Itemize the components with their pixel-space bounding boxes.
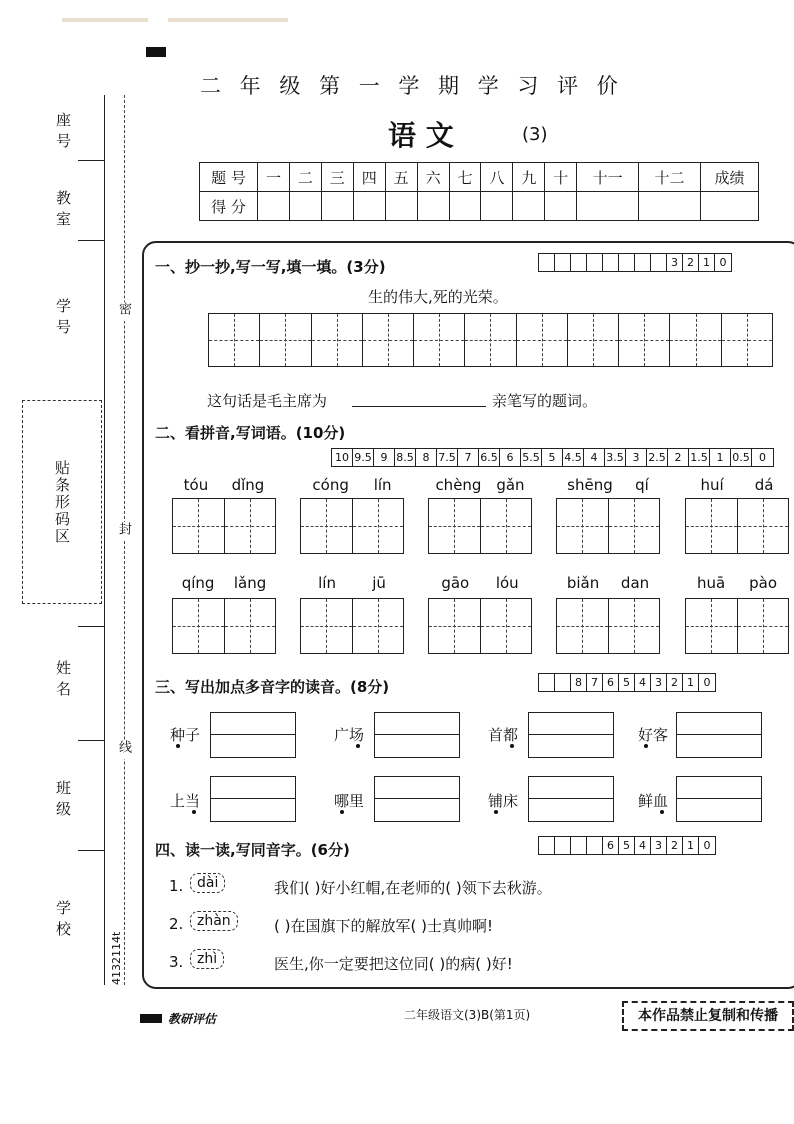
seal-xian: 线 (116, 740, 131, 759)
pinyin-label (300, 574, 404, 592)
copyright-notice: 本作品禁止复制和传播 (622, 1001, 794, 1031)
pinyin-syllable: dǐng (231, 476, 265, 494)
copy-cell[interactable] (465, 314, 516, 366)
score-strip-cell[interactable]: 10 (332, 449, 353, 466)
score-strip-cell[interactable]: 6 (500, 449, 521, 466)
score-strip-cell[interactable]: 3 (651, 674, 667, 691)
section4-title: 四、读一读,写同音字。(6分) (155, 841, 350, 859)
pinyin-syllable: pào (749, 574, 778, 592)
char-cell[interactable] (480, 599, 532, 653)
pinyin-label (428, 476, 532, 494)
emphasis-dot (644, 744, 648, 748)
top-mark-left (62, 18, 148, 22)
char-cell[interactable] (352, 499, 404, 553)
score-strip-cell[interactable]: 8 (571, 674, 587, 691)
word-writing-box[interactable] (556, 598, 660, 654)
label-divider (78, 850, 104, 851)
char-cell[interactable] (352, 599, 404, 653)
pinyin-label (685, 574, 789, 592)
word-writing-box[interactable] (685, 598, 789, 654)
pinyin-syllable: lín (318, 574, 336, 592)
char-cell[interactable] (737, 599, 789, 653)
char-cell[interactable] (224, 599, 276, 653)
emphasis-dot (192, 810, 196, 814)
char-cell[interactable] (301, 599, 352, 653)
score-table (199, 162, 759, 221)
char-cell[interactable] (480, 499, 532, 553)
score-strip-cell[interactable]: 5 (619, 837, 635, 854)
label-divider (78, 160, 104, 161)
answer-line[interactable] (211, 799, 295, 821)
section1-copy-grid[interactable] (208, 313, 773, 367)
score-strip-cell[interactable]: 2 (668, 449, 689, 466)
pinyin-syllable: tóu (183, 476, 209, 494)
section1-title: 一、抄一抄,写一写,填一填。(3分) (155, 258, 386, 276)
score-strip-cell[interactable]: 6 (603, 837, 619, 854)
pinyin-label (685, 476, 789, 494)
section2-score-strip (331, 448, 774, 467)
score-strip-cell[interactable]: 5 (542, 449, 563, 466)
item-number: 3. (169, 953, 184, 971)
label-divider (78, 240, 104, 241)
score-strip-cell[interactable]: 6.5 (479, 449, 500, 466)
score-cell[interactable] (449, 192, 481, 221)
polyphone-word: 鲜血 (638, 792, 669, 810)
answer-line[interactable] (677, 735, 761, 757)
col-12: 十二 (639, 163, 701, 192)
copy-cell[interactable] (209, 314, 260, 366)
copy-cell[interactable] (312, 314, 363, 366)
item-number: 1. (169, 877, 184, 895)
score-table-score-row (200, 192, 759, 221)
score-cell[interactable] (258, 192, 290, 221)
emphasis-dot (176, 744, 180, 748)
score-table-row1-label: 题 号 (200, 163, 258, 192)
score-strip-cell[interactable]: 1 (683, 837, 699, 854)
pinyin-badge: zhàn (190, 911, 238, 931)
score-strip-cell[interactable]: 4.5 (563, 449, 584, 466)
pinyin-badge: zhì (190, 949, 224, 969)
polyphone-word: 铺床 (488, 792, 519, 810)
label-divider (78, 626, 104, 627)
pinyin-answer-box[interactable] (528, 712, 614, 758)
copy-cell[interactable] (568, 314, 619, 366)
score-strip-cell[interactable] (555, 674, 571, 691)
char-cell[interactable] (557, 499, 608, 553)
score-strip-cell[interactable] (539, 837, 555, 854)
section1-fill-prefix: 这句话是毛主席为 (207, 392, 328, 410)
seal-feng: 封 (116, 522, 131, 541)
word-writing-box[interactable] (685, 498, 789, 554)
col-3: 三 (321, 163, 353, 192)
score-strip-cell[interactable]: 1 (699, 254, 715, 271)
pinyin-syllable: gāo (441, 574, 470, 592)
score-strip-cell[interactable]: 2 (683, 254, 699, 271)
polyphone-word: 种子 (170, 726, 201, 744)
word-writing-box[interactable] (556, 498, 660, 554)
answer-line[interactable] (677, 777, 761, 799)
seal-mi: 密 (116, 302, 131, 321)
score-strip-cell[interactable]: 0 (703, 676, 711, 689)
pinyin-syllable: huā (696, 574, 726, 592)
pinyin-answer-box[interactable] (528, 776, 614, 822)
answer-line[interactable] (375, 799, 459, 821)
score-strip-cell[interactable]: 6 (603, 674, 619, 691)
score-strip-cell[interactable]: 7 (458, 449, 479, 466)
answer-line[interactable] (529, 777, 613, 799)
score-strip-cell[interactable] (619, 254, 635, 271)
score-cell[interactable] (289, 192, 321, 221)
section3-title: 三、写出加点多音字的读音。(8分) (155, 678, 390, 696)
student-no-label: 学号 (54, 298, 72, 340)
score-table-row2-label: 得 分 (200, 192, 258, 221)
score-strip-cell[interactable]: 2 (667, 837, 683, 854)
score-strip-cell[interactable]: 0.5 (731, 449, 752, 466)
footer-block-mark (140, 1014, 162, 1023)
word-writing-box[interactable] (428, 598, 532, 654)
score-strip-cell[interactable] (635, 254, 651, 271)
pinyin-answer-box[interactable] (676, 712, 762, 758)
col-total: 成绩 (701, 163, 759, 192)
word-writing-box[interactable] (172, 498, 276, 554)
polyphone-word: 上当 (170, 792, 201, 810)
pinyin-answer-box[interactable] (210, 712, 296, 758)
answer-line[interactable] (677, 799, 761, 821)
footer-left-label: 教研评估 (168, 1012, 217, 1026)
section2-title: 二、看拼音,写词语。(10分) (155, 424, 346, 442)
class-label: 班级 (54, 780, 72, 822)
char-cell[interactable] (737, 499, 789, 553)
label-divider (78, 740, 104, 741)
score-strip-cell[interactable]: 4 (635, 674, 651, 691)
section1-fill-suffix: 亲笔写的题词。 (492, 392, 598, 410)
answer-line[interactable] (375, 777, 459, 799)
col-11: 十一 (577, 163, 639, 192)
score-table-header-row (200, 163, 759, 192)
col-5: 五 (385, 163, 417, 192)
word-writing-box[interactable] (172, 598, 276, 654)
score-strip-cell[interactable]: 1.5 (689, 449, 710, 466)
answer-line[interactable] (375, 713, 459, 735)
char-cell[interactable] (173, 499, 224, 553)
char-cell[interactable] (224, 499, 276, 553)
score-strip-cell[interactable]: 4 (635, 837, 651, 854)
corner-block-mark (146, 47, 166, 57)
score-cell[interactable] (353, 192, 385, 221)
footer-page-label: 二年级语文(3)B(第1页) (404, 1008, 531, 1022)
answer-line[interactable] (211, 735, 295, 757)
score-cell[interactable] (321, 192, 353, 221)
pinyin-syllable: qí (635, 476, 649, 494)
answer-line[interactable] (211, 713, 295, 735)
copy-cell[interactable] (260, 314, 311, 366)
section4-score-strip (538, 836, 716, 855)
score-strip-cell[interactable] (555, 837, 571, 854)
score-strip-cell[interactable] (587, 254, 603, 271)
classroom-label: 教室 (54, 190, 72, 232)
score-strip-cell[interactable]: 0 (719, 256, 727, 269)
score-strip-cell[interactable]: 2.5 (647, 449, 668, 466)
word-writing-box[interactable] (300, 498, 404, 554)
score-cell[interactable] (513, 192, 545, 221)
score-cell[interactable] (545, 192, 577, 221)
word-writing-box[interactable] (428, 498, 532, 554)
pinyin-syllable: huí (700, 476, 724, 494)
pinyin-label (556, 574, 660, 592)
score-cell[interactable] (417, 192, 449, 221)
score-cell[interactable] (385, 192, 417, 221)
score-strip-cell[interactable]: 3 (651, 837, 667, 854)
polyphone-word: 广场 (334, 726, 365, 744)
score-strip-cell[interactable]: 3 (626, 449, 647, 466)
score-strip-cell[interactable] (539, 254, 555, 271)
answer-line[interactable] (529, 713, 613, 735)
answer-line[interactable] (529, 735, 613, 757)
score-strip-cell[interactable]: 0 (759, 451, 766, 464)
score-strip-cell[interactable]: 7.5 (437, 449, 458, 466)
score-cell[interactable] (481, 192, 513, 221)
homophone-sentence: ( )在国旗下的解放军( )士真帅啊! (274, 917, 493, 935)
emphasis-dot (660, 810, 664, 814)
emphasis-dot (356, 744, 360, 748)
section1-sentence: 生的伟大,死的光荣。 (368, 288, 508, 306)
pinyin-syllable: gǎn (496, 476, 525, 494)
pinyin-label (428, 574, 532, 592)
volume-label: (3) (522, 124, 548, 145)
pinyin-syllable: qíng (181, 574, 215, 592)
score-strip-cell[interactable]: 9.5 (353, 449, 374, 466)
copy-cell[interactable] (670, 314, 721, 366)
char-cell[interactable] (557, 599, 608, 653)
score-strip-cell[interactable] (587, 837, 603, 854)
pinyin-syllable: lín (373, 476, 392, 494)
answer-line[interactable] (211, 777, 295, 799)
col-10: 十 (545, 163, 577, 192)
copy-cell[interactable] (517, 314, 568, 366)
col-7: 七 (449, 163, 481, 192)
char-cell[interactable] (686, 499, 737, 553)
copy-cell[interactable] (414, 314, 465, 366)
score-strip-cell[interactable] (571, 254, 587, 271)
pinyin-answer-box[interactable] (374, 776, 460, 822)
pinyin-label (556, 476, 660, 494)
score-strip-cell[interactable]: 3.5 (605, 449, 626, 466)
score-cell[interactable] (701, 192, 759, 221)
col-8: 八 (481, 163, 513, 192)
answer-line[interactable] (677, 713, 761, 735)
binding-line-outer (104, 95, 105, 985)
char-cell[interactable] (686, 599, 737, 653)
pinyin-badge: dài (190, 873, 225, 893)
score-strip-cell[interactable]: 0 (703, 839, 711, 852)
pinyin-label (172, 476, 276, 494)
barcode-area-label: 贴条形码区 (53, 460, 71, 545)
char-cell[interactable] (301, 499, 352, 553)
score-strip-cell[interactable] (651, 254, 667, 271)
emphasis-dot (510, 744, 514, 748)
pinyin-answer-box[interactable] (676, 776, 762, 822)
col-1: 一 (258, 163, 290, 192)
answer-line[interactable] (529, 799, 613, 821)
score-strip-cell[interactable] (555, 254, 571, 271)
score-strip-cell[interactable] (603, 254, 619, 271)
col-9: 九 (513, 163, 545, 192)
char-cell[interactable] (173, 599, 224, 653)
pinyin-syllable: biǎn (566, 574, 600, 592)
score-strip-cell[interactable]: 7 (587, 674, 603, 691)
score-strip-cell[interactable]: 1 (710, 449, 731, 466)
polyphone-word: 首都 (488, 726, 519, 744)
pinyin-syllable: jū (372, 574, 386, 592)
score-strip-cell[interactable]: 9 (374, 449, 395, 466)
char-cell[interactable] (608, 599, 660, 653)
col-6: 六 (417, 163, 449, 192)
col-2: 二 (289, 163, 321, 192)
seat-label: 座号 (54, 112, 72, 154)
homophone-sentence: 医生,你一定要把这位同( )的病( )好! (274, 955, 513, 973)
score-strip-cell[interactable]: 8.5 (395, 449, 416, 466)
answer-line[interactable] (375, 735, 459, 757)
pinyin-syllable: cóng (312, 476, 349, 494)
section3-score-strip (538, 673, 716, 692)
word-writing-box[interactable] (300, 598, 404, 654)
section1-score-strip (538, 253, 732, 272)
char-cell[interactable] (429, 499, 480, 553)
pinyin-syllable: lóu (495, 574, 519, 592)
char-cell[interactable] (608, 499, 660, 553)
score-strip-cell[interactable] (571, 837, 587, 854)
score-strip-cell[interactable] (539, 674, 555, 691)
score-cell[interactable] (577, 192, 639, 221)
item-number: 2. (169, 915, 184, 933)
pinyin-label (300, 476, 404, 494)
copy-cell[interactable] (363, 314, 414, 366)
pinyin-syllable: dan (620, 574, 650, 592)
series-title: 二 年 级 第 一 学 期 学 习 评 价 (200, 74, 624, 98)
emphasis-dot (340, 810, 344, 814)
subject-title: 语 文 (388, 119, 454, 152)
pinyin-answer-box[interactable] (210, 776, 296, 822)
polyphone-word: 哪里 (334, 792, 365, 810)
copy-cell[interactable] (619, 314, 670, 366)
score-strip-cell[interactable]: 4 (584, 449, 605, 466)
emphasis-dot (494, 810, 498, 814)
section1-fill-blank[interactable] (352, 406, 486, 407)
homophone-sentence: 我们( )好小红帽,在老师的( )领下去秋游。 (274, 879, 552, 897)
score-strip-cell[interactable]: 5.5 (521, 449, 542, 466)
pinyin-label (172, 574, 276, 592)
score-strip-cell[interactable]: 2 (667, 674, 683, 691)
serial-number: 4132114t (110, 931, 123, 985)
score-cell[interactable] (639, 192, 701, 221)
pinyin-answer-box[interactable] (374, 712, 460, 758)
pinyin-syllable: lǎng (233, 574, 267, 592)
top-mark-right (168, 18, 288, 22)
pinyin-syllable: chèng (435, 476, 482, 494)
school-label: 学校 (54, 900, 72, 942)
score-strip-cell[interactable]: 5 (619, 674, 635, 691)
score-strip-cell[interactable]: 1 (683, 674, 699, 691)
score-strip-cell[interactable]: 8 (416, 449, 437, 466)
pinyin-syllable: shēng (567, 476, 613, 494)
score-strip-cell[interactable]: 3 (667, 254, 683, 271)
char-cell[interactable] (429, 599, 480, 653)
pinyin-syllable: dá (754, 476, 774, 494)
name-label: 姓名 (54, 660, 72, 702)
copy-cell[interactable] (722, 314, 772, 366)
col-4: 四 (353, 163, 385, 192)
polyphone-word: 好客 (638, 726, 669, 744)
